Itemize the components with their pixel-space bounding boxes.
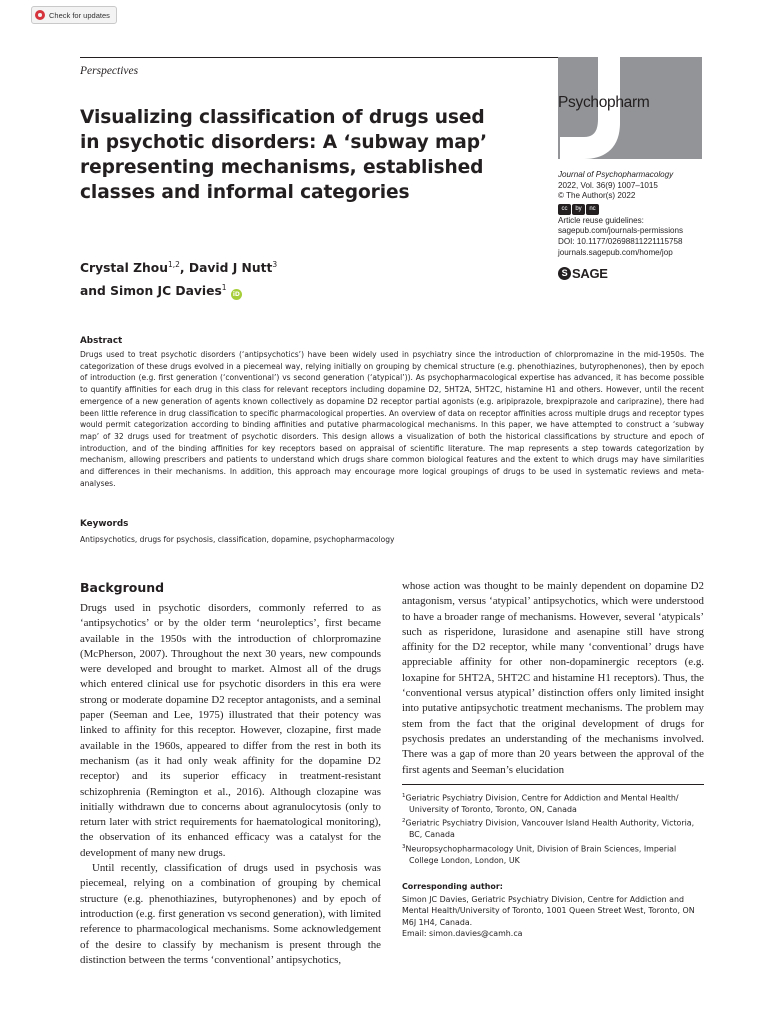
correspondence-heading: Corresponding author: (402, 882, 503, 891)
body-paragraph: Until recently, classification of drugs used in psychosis was piecemeal, relying on a combination of grouping by chemical structure (e.g. phenothiazines, butyrophenones) and by epoch of introduction (e.g. first generation vs second generation), with limited reference to pharmacological mechanisms. Some acknowledgement of the desire to classify by mechanism is present through the distinction between the terms ‘conventional’ antipsychotics, (80, 862, 381, 966)
reuse-link[interactable]: sagepub.com/journals-permissions (558, 226, 684, 236)
affiliations (402, 791, 704, 867)
author-name: and Simon JC Davies (80, 284, 222, 299)
affiliation-sup: 2 (402, 818, 406, 825)
author-affiliation-sup: 1,2 (167, 260, 180, 269)
affiliation-text: Neuropsychopharmacology Unit, Division of Brain Sciences, Imperial College London, London, UK (405, 844, 677, 865)
publisher-name: SAGE (572, 266, 608, 281)
correspondence (402, 894, 704, 940)
body-column-right (402, 579, 704, 778)
footnote-rule (402, 784, 704, 785)
body-paragraph: Drugs used in psychotic disorders, commonly referred to as ‘antipsychotics’ or by the older term ‘neuroleptics’, first became available in the 1950s with the introduction of chlorpromazine (McPherson, 2007). Throughout the next 30 years, new compounds were developed and brought to market. Almost all of the drugs which entered clinical use for psychotic disorders in this era were strong or moderate dopamine D2 receptor antagonists, and a seminal paper (Seeman and Lee, 1975) illustrated that their potency was linked to affinity for this receptor. However, clozapine, first made available in the 1960s, appeared to differ from the rest in both its mechanism (as it had only weak affinity for the dopamine D2 receptor) and its superior efficacy in treatment-resistant schizophrenia (Remington et al., 2016). Although clozapine was initially withdrawn due to concerns about agranulocytosis (only to return later with strict requirements for haematological monitoring), the observation of its enhanced efficacy was a catalyst for the development of many new drugs. (80, 602, 381, 859)
affiliation-text: Geriatric Psychiatry Division, Centre for Addiction and Mental Health/ University of Toronto, Toronto, ON, Canada (405, 793, 679, 815)
sage-icon: S (558, 267, 571, 280)
affiliation-item (402, 842, 704, 866)
author-name: Crystal Zhou (80, 261, 168, 276)
abstract-heading: Abstract (80, 336, 123, 346)
affiliation-sup: 3 (402, 843, 406, 850)
background-heading: Background (80, 580, 165, 595)
publisher-logo (558, 266, 608, 281)
journal-info (558, 170, 708, 258)
article-title: Visualizing classification of drugs used in psychotic disorders: A ‘subway map’ representing mechanisms, established classes and informal categories (80, 107, 487, 203)
affiliation-sup: 1 (402, 793, 406, 799)
cc-license-icon[interactable]: cc by nc (558, 204, 599, 215)
reuse-label: Article reuse guidelines: (558, 215, 644, 225)
doi-link[interactable]: DOI: 10.1177/02698811221115758 (558, 236, 683, 246)
author-affiliation-sup: 3 (272, 260, 278, 269)
journal-url-link[interactable]: journals.sagepub.com/home/jop (558, 247, 673, 257)
check-for-updates-button[interactable] (31, 6, 117, 24)
keywords-text: Antipsychotics, drugs for psychosis, classification, dopamine, psychopharmacology (80, 535, 395, 544)
keywords-heading: Keywords (80, 519, 129, 529)
author-list (80, 255, 277, 301)
journal-name: Journal of Psychopharmacology (558, 170, 674, 179)
journal-copyright: © The Author(s) 2022 (558, 191, 636, 201)
affiliation-item (402, 816, 704, 840)
journal-logo-text: Psychopharm (558, 94, 650, 111)
body-column-left (80, 601, 381, 968)
body-paragraph: whose action was thought to be mainly dependent on dopamine D2 antagonism, versus ‘atypical’ antipsychotics, which were understood to have a broader range of mechanisms. However, several ‘atypicals’ such as risperidone, lurasidone and asenapine still have strong affinity for the D2 receptor, while many ‘conventional’ drugs have appreciable affinity for other non-dopaminergic receptors (e.g. loxapine for 5HT2A, 5HT2C and histamine H1 receptors). Thus, the ‘conventional versus atypical’ distinction offers only limited insight into putative antipsychotic treatment mechanisms. The problem may stem from the fact that the original development of drugs for psychosis predates an understanding of the mechanisms involved. There was a gap of more than 20 years between the approval of the first agents and Seeman’s elucidation (402, 580, 704, 776)
abstract-text: Drugs used to treat psychotic disorders (‘antipsychotics’) have been widely used in psychiatry since the introduction of chlorpromazine in the mid-1950s. The categorization of these drugs evolved in a piecemeal way, relying initially on grouping by chemical structure (e.g. phenothiazines, butyrophenones), then by epoch of introduction (e.g. first generation (‘conventional’) vs second generation (‘atypical’)). As psychopharmacological expertise has advanced, it has become possible to quantify affinities for each drug in this class for relevant receptors including dopamine D2, 5HT2A, 5HT2C, histamine H1 and others. However, until the recent emergence of a new generation of agents known collectively as dopamine D2 receptor partial agonists (e.g. aripiprazole, brexpiprazole and cariprazine), there had been little reference in drug classification to specific pharmacological properties. An overview of data on receptor affinities across multiple drugs and receptor types would permit categorization according to binding affinities and putative pharmacological mechanisms. In this paper, we have attempted to construct a ‘subway map’ of 32 drugs used for treatment of psychotic disorders. This design allows a visualization of both the historical classifications by structure and epoch of introduction, and of the binding affinities for key receptors based on appraisal of scientific literature. The map represents a step towards categorization by mechanism, allowing prescribers and patients to understand which drugs share common biological features and the extent to which drugs may have similarities and differences in their mechanisms. In addition, this approach may encourage more logical groupings of drugs to be used in systematic reviews and meta-analyses. (80, 350, 704, 488)
correspondence-email[interactable]: Email: simon.davies@camh.ca (402, 929, 523, 939)
affiliation-text: Geriatric Psychiatry Division, Vancouver Island Health Authority, Victoria, BC, Canada (405, 819, 695, 840)
check-for-updates-label: Check for updates (49, 10, 110, 20)
author-name: , David J Nutt (179, 261, 273, 276)
crossmark-icon (35, 10, 45, 20)
affiliation-item (402, 791, 704, 815)
orcid-icon[interactable]: iD (232, 291, 240, 299)
section-label: Perspectives (80, 65, 139, 77)
journal-volume: 2022, Vol. 36(9) 1007–1015 (558, 180, 658, 190)
correspondence-address: Simon JC Davies, Geriatric Psychiatry Division, Centre for Addiction and Mental Health/University of Toronto, 1001 Queen Street West, Toronto, ON M6J 1H4, Canada. (402, 895, 695, 927)
author-affiliation-sup: 1 (221, 283, 227, 293)
